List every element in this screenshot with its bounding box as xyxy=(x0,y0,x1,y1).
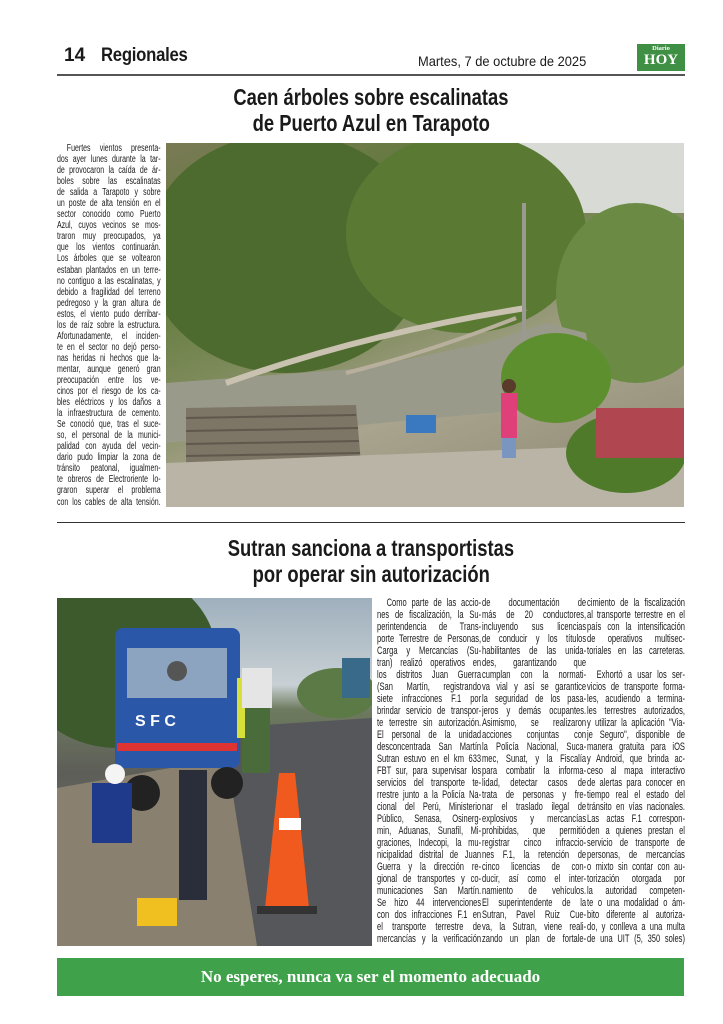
text-line: cimiento de la fiscalización xyxy=(587,597,685,609)
text-line: acciones conjuntas con xyxy=(482,729,587,741)
header-rule xyxy=(57,74,685,76)
text-line: al transporte terrestre en el xyxy=(587,609,685,621)
text-line: de provocaron la caída de ár- xyxy=(57,165,161,177)
text-line: un poste de alta tensión en el xyxy=(57,198,161,210)
text-line: la seguridad de los pasa- xyxy=(482,693,587,705)
text-line: te terrestre sin autorización. xyxy=(377,717,482,729)
text-line: cinco licencias de con- xyxy=(482,861,587,873)
text-line: namiento de vehículos. xyxy=(482,885,587,897)
text-line: El personal de la unidad xyxy=(377,729,482,741)
text-line: tiempo real el estado del xyxy=(587,789,685,801)
article2-headline-line1: Sutran sanciona a transportistas xyxy=(227,535,515,561)
text-line: cional del Perú, Ministerio xyxy=(377,801,482,813)
text-line: y utilizar la aplicación "Via- xyxy=(587,717,685,729)
text-line: de documentación de xyxy=(482,597,587,609)
text-line: registrar cinco infraccio- xyxy=(482,837,587,849)
text-line: de salida a Tarapoto y sobre xyxy=(57,187,161,199)
text-line: dos ayer lunes durante la tar- xyxy=(57,154,161,166)
text-line: nar el traslado ilegal de xyxy=(482,801,587,813)
text-line: o mixto sin contar con au- xyxy=(587,861,685,873)
newspaper-logo xyxy=(637,44,685,71)
text-line: bles eléctricos y los daños a xyxy=(57,397,161,409)
text-line: va vial y así se garantice xyxy=(482,681,587,693)
text-line: Sutran, Pavel Ruiz Cue- xyxy=(482,909,587,921)
text-line: preocupación entre los ve- xyxy=(57,374,161,386)
text-line: zando un plan de fortale- xyxy=(482,933,587,945)
text-line: nicipalidad distrital de Juan xyxy=(377,849,482,861)
text-line: de operativos multisec- xyxy=(587,633,685,645)
text-line: más de 20 conductores, xyxy=(482,609,587,621)
text-line: debido a fragilidad del terreno xyxy=(57,286,161,298)
text-line: te o una modalidad o ám- xyxy=(587,897,685,909)
text-line: no contiguo a las escalinatas, y xyxy=(57,275,161,287)
article2-photo-truck-inspection xyxy=(57,598,372,946)
text-line: brindar servicio de transpor- xyxy=(377,705,482,717)
text-line: Se conoció que, tras el suce- xyxy=(57,419,161,431)
text-line: des, garantizando que xyxy=(482,657,587,669)
text-line: personas, de mercancías xyxy=(587,849,685,861)
text-line: pedregoso y la gran altura de xyxy=(57,297,161,309)
text-line: graciones, Indecopi, la mu- xyxy=(377,837,482,849)
logo-top: Diario xyxy=(652,45,670,52)
text-line: Exhortó a usar los ser- xyxy=(596,669,685,681)
text-line: país con la intensificación xyxy=(587,621,685,633)
text-line: nas heridas ni hechos que la- xyxy=(57,352,161,364)
text-line: el transporte terrestre de xyxy=(377,921,482,933)
text-line: tránsito en vías nacionales. xyxy=(587,801,685,813)
article2-column-3 xyxy=(587,597,685,945)
text-line: siete infracciones F.1 por xyxy=(377,693,482,705)
text-line: Las actas F.1 correspon- xyxy=(587,813,685,825)
text-line: so, el personal de la munici- xyxy=(57,430,161,442)
text-line: sector conocido como Puerto xyxy=(57,209,161,221)
text-line: Público, Senasa, Osinerg- xyxy=(377,813,482,825)
text-line: va, la Sutran, viene reali- xyxy=(482,921,587,933)
text-line: tran) realizó operativos en xyxy=(377,657,482,669)
text-line: bito diferente al autoriza- xyxy=(587,909,685,921)
text-line: de una UIT (5, 350 soles) xyxy=(587,933,685,945)
text-line: toriales en las carreteras. xyxy=(587,645,685,657)
text-line: traron muy preocupados, ya xyxy=(57,231,161,243)
text-line: de alertas para conocer en xyxy=(587,777,685,789)
article2-column-2 xyxy=(482,597,586,945)
text-line: porte Terrestre de Personas, xyxy=(377,633,482,645)
text-line: den a quienes prestan el xyxy=(587,825,685,837)
text-line: Afortunadamente, el inciden- xyxy=(57,330,161,342)
text-line: Los árboles que se voltearon xyxy=(57,253,161,265)
text-line: los distritos Juan Guerra xyxy=(377,669,482,681)
text-line: la Policía Nacional, Suca- xyxy=(482,741,587,753)
text-line: Asimismo, se realizaron xyxy=(482,717,587,729)
text-line: estos, el viento pudo derribar- xyxy=(57,308,161,320)
text-line: cinos por el riesgo de los ca- xyxy=(57,386,161,398)
text-line: torización otorgada por xyxy=(587,873,685,885)
text-line: FBT sur, para supervisar los xyxy=(377,765,482,777)
article2-headline-line2: por operar sin autorización xyxy=(252,561,490,587)
text-line: Sutran estuvo en el km 633 xyxy=(377,753,482,765)
page-number: 14 xyxy=(64,45,86,66)
text-line: mentar, aunque generó gran xyxy=(57,363,161,375)
text-line: je Seguro", disponible de xyxy=(587,729,685,741)
text-line: Guerra y la dirección re- xyxy=(377,861,482,873)
text-line: habilitantes de las unida- xyxy=(482,645,587,657)
text-line: graron superar el problema xyxy=(57,485,161,497)
text-line: incluyendo sus licencias xyxy=(482,621,587,633)
text-line: mec, Sunat, y la Fiscalía xyxy=(482,753,587,765)
text-line: y Android, que brinda ac- xyxy=(587,753,685,765)
article1-body xyxy=(57,143,161,508)
text-line: manera gratuita para iOS xyxy=(587,741,685,753)
text-line: rrestre junto a la Policía Na- xyxy=(377,789,482,801)
text-line: Carga y Mercancías (Su- xyxy=(377,645,482,657)
text-line: ducir, así como el inter- xyxy=(482,873,587,885)
text-line: ceso al mapa interactivo xyxy=(587,765,685,777)
text-line: prohibidas, que permitió xyxy=(482,825,587,837)
text-line: que los vientos continuarán. xyxy=(57,242,161,254)
text-line: dario pudo limpiar la zona de xyxy=(57,452,161,464)
text-line: do, y conlleva a una multa xyxy=(587,921,685,933)
text-line: boles sobre las escalinatas xyxy=(57,176,161,188)
truck-label: S F C xyxy=(135,713,176,730)
text-line: explosivos y mercancías xyxy=(482,813,587,825)
text-line: mercancías y la verificación xyxy=(377,933,482,945)
text-line: Como parte de las accio- xyxy=(386,597,482,609)
text-line: la autoridad competen- xyxy=(587,885,685,897)
text-line: trata de personas y fre- xyxy=(482,789,587,801)
text-line: lidad, detectar casos de xyxy=(482,777,587,789)
text-line: cumplan con la normati- xyxy=(482,669,587,681)
text-line: desconcentrada San Martín xyxy=(377,741,482,753)
text-line: los de raíz sobre la estructura. xyxy=(57,319,161,331)
text-line: nes de fiscalización, la Su- xyxy=(377,609,482,621)
article1-photo-fallen-trees xyxy=(166,143,684,507)
text-line: jeros y demás ocupantes. xyxy=(482,705,587,717)
section-divider xyxy=(57,522,685,523)
text-line: con dos infracciones F.1 en xyxy=(377,909,482,921)
text-line: te en el sector no dejó perso- xyxy=(57,341,161,353)
section-title: Regionales xyxy=(101,45,188,66)
text-line: Fuertes vientos presenta- xyxy=(66,143,161,154)
text-line: la infraestructura de cemento. xyxy=(57,408,161,420)
issue-date: Martes, 7 de octubre de 2025 xyxy=(418,53,587,69)
text-line xyxy=(587,657,685,669)
text-line: les, acudiendo a termina- xyxy=(587,693,685,705)
text-line: Se hizo 44 intervenciones xyxy=(377,897,482,909)
text-line: estaban plantados en un terre- xyxy=(57,264,161,276)
text-line: municaciones San Martín. xyxy=(377,885,482,897)
text-line: (San Martín, registrando xyxy=(377,681,482,693)
text-line: de conducir y los títulos xyxy=(482,633,587,645)
slogan-banner: No esperes, nunca va ser el momento adecuado xyxy=(57,958,684,996)
text-line: para combatir la informa- xyxy=(482,765,587,777)
text-line: gional de transportes y co- xyxy=(377,873,482,885)
logo-main: HOY xyxy=(643,52,679,68)
article1-headline-line1: Caen árboles sobre escalinatas xyxy=(233,84,509,110)
text-line: te obreros de Electroriente lo- xyxy=(57,474,161,486)
article1-headline-line2: de Puerto Azul en Tarapoto xyxy=(252,110,490,136)
text-line: servicios del transporte te- xyxy=(377,777,482,789)
text-line: perintendencia de Trans- xyxy=(377,621,482,633)
text-line: nes F.1, la retención de xyxy=(482,849,587,861)
text-line: con los cables de alta tensión. xyxy=(57,496,161,508)
text-line: El superintendente de la xyxy=(482,897,587,909)
text-line: vicios de transporte forma- xyxy=(587,681,685,693)
article2-column-1 xyxy=(377,597,481,945)
text-line: Azul, cuyos vecinos se mos- xyxy=(57,220,161,232)
text-line: tránsito peatonal, igualmen- xyxy=(57,463,161,475)
text-line: les terrestres autorizados, xyxy=(587,705,685,717)
text-line: min, Aduanas, Sunafil, Mi- xyxy=(377,825,482,837)
text-line: servicio de transporte de xyxy=(587,837,685,849)
text-line: palidad con ayuda del vecin- xyxy=(57,441,161,453)
